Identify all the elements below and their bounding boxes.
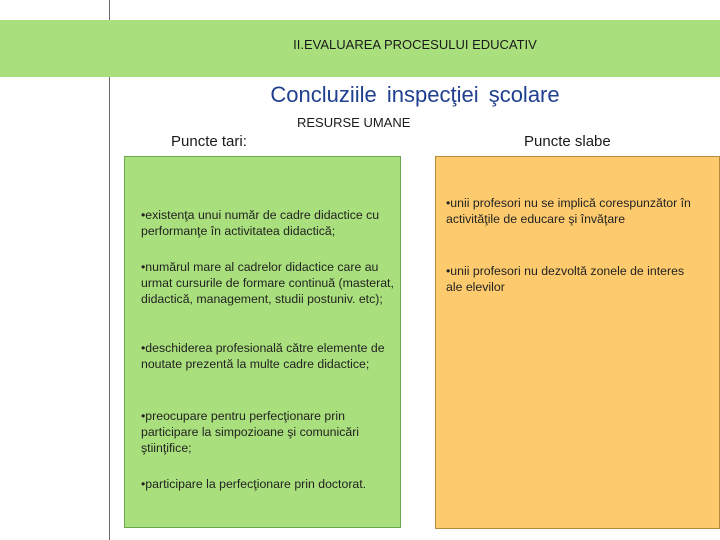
banner-title: II.EVALUAREA PROCESULUI EDUCATIV [293, 37, 537, 52]
strength-item: •numărul mare al cadrelor didactice care au urmat cursurile de formare continuă (masterat, didactică, management, studii postuniv. etc); [141, 260, 394, 306]
category-label: RESURSE UMANE [297, 115, 411, 130]
strength-item: •participare la perfecţionare prin doctorat. [141, 477, 367, 491]
weakness-item: •unii profesori nu dezvoltă zonele de interes ale elevilor [446, 264, 685, 294]
vertical-divider-line [109, 0, 110, 540]
weakness-item: •unii profesori nu se implică corespunzător în activităţile de educare şi învăţare [446, 196, 691, 226]
strength-item: •deschiderea profesională către elemente de noutate prezentă la multe cadre didactice; [141, 341, 385, 371]
strength-item: •existenţa unui număr de cadre didactice cu performanţe în activitatea didactică; [141, 208, 380, 238]
page-title: Concluziile inspecţiei şcolare [270, 82, 560, 107]
strengths-heading: Puncte tari: [171, 133, 247, 150]
weaknesses-heading: Puncte slabe [524, 133, 611, 150]
strength-item: •preocupare pentru perfecţionare prin participare la simpozioane şi comunicări ştiinţifice; [141, 409, 360, 455]
